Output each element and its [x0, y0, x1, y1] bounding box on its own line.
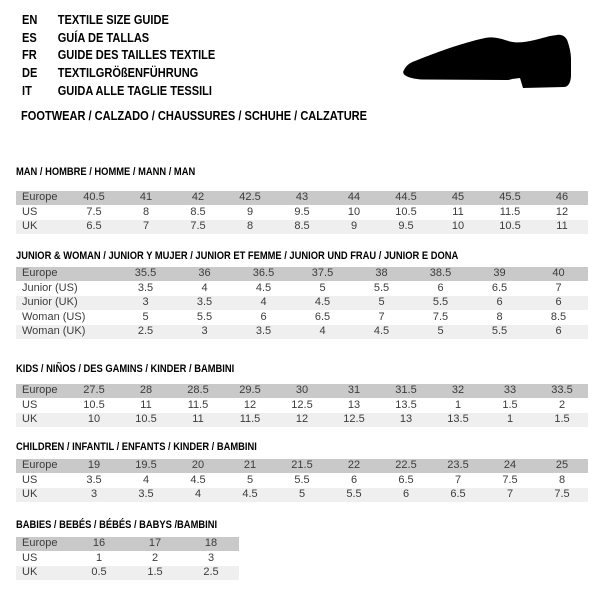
row-label: UK	[16, 413, 68, 428]
language-line-en	[22, 11, 215, 29]
size-value: 5.5	[470, 325, 529, 340]
size-value: 1.5	[127, 566, 183, 581]
row-label: US	[16, 552, 71, 567]
row-label: Junior (US)	[16, 282, 116, 297]
size-value: 4	[175, 282, 234, 297]
size-value: 11	[172, 413, 224, 428]
size-value: 4	[293, 325, 352, 340]
size-value: 12.5	[328, 413, 380, 428]
table-title-kids: KIDS / NIÑOS / DES GAMINS / KINDER / BAMBINI	[16, 363, 235, 375]
size-value: 4	[120, 474, 172, 489]
table-row	[16, 206, 588, 221]
size-value: 6.5	[293, 311, 352, 326]
size-value: 13.5	[380, 399, 432, 414]
size-value: 4.5	[172, 474, 224, 489]
size-value: 11	[536, 220, 588, 235]
size-value: 31.5	[380, 384, 432, 399]
size-value: 3.5	[116, 282, 175, 297]
size-value: 5.5	[175, 311, 234, 326]
size-value: 2	[536, 399, 588, 414]
size-value: 13	[328, 399, 380, 414]
size-value: 7	[529, 282, 588, 297]
size-value: 10.5	[120, 413, 172, 428]
size-value: 6	[380, 488, 432, 503]
size-value: 10	[328, 206, 380, 221]
language-code: FR	[22, 47, 37, 63]
size-value: 6.5	[470, 282, 529, 297]
size-value: 8.5	[276, 220, 328, 235]
size-value: 38	[352, 267, 411, 282]
table-row	[16, 413, 588, 428]
size-value: 39	[470, 267, 529, 282]
table-row	[16, 282, 588, 297]
size-value: 28.5	[172, 384, 224, 399]
size-value: 3.5	[120, 488, 172, 503]
language-code: ES	[22, 29, 37, 45]
category-heading: FOOTWEAR / CALZADO / CHAUSSURES / SCHUHE / CALZATURE	[21, 108, 368, 123]
size-value: 9.5	[276, 206, 328, 221]
size-value: 5	[224, 474, 276, 489]
size-value: 10	[432, 220, 484, 235]
size-value: 3.5	[234, 325, 293, 340]
size-value: 12.5	[276, 399, 328, 414]
row-label: Woman (US)	[16, 311, 116, 326]
row-label: US	[16, 399, 68, 414]
size-value: 42	[172, 191, 224, 206]
size-value: 10.5	[484, 220, 536, 235]
size-value: 28	[120, 384, 172, 399]
size-value: 6.5	[68, 220, 120, 235]
size-table-babies	[16, 537, 239, 581]
size-value: 45	[432, 191, 484, 206]
size-value: 30	[276, 384, 328, 399]
size-value: 4.5	[234, 282, 293, 297]
language-label: GUIDA ALLE TAGLIE TESSILI	[57, 82, 213, 98]
size-value: 10.5	[380, 206, 432, 221]
size-value: 44.5	[380, 191, 432, 206]
size-value: 4.5	[352, 325, 411, 340]
table-row	[16, 325, 588, 340]
size-table	[16, 384, 588, 428]
language-label: TEXTILGRÖßENFÜHRUNG	[57, 65, 199, 81]
size-value: 24	[484, 459, 536, 474]
dress-shoe-icon	[390, 25, 590, 100]
row-label: Europe	[16, 191, 68, 206]
size-value: 6.5	[432, 488, 484, 503]
size-value: 7	[432, 474, 484, 489]
table-title-children: CHILDREN / INFANTIL / ENFANTS / KINDER / BAMBINI	[16, 441, 257, 453]
size-value: 9	[328, 220, 380, 235]
size-value: 44	[328, 191, 380, 206]
size-value: 7.5	[172, 220, 224, 235]
size-value: 36	[175, 267, 234, 282]
language-line-es	[22, 29, 215, 47]
size-value: 11.5	[224, 413, 276, 428]
row-label: UK	[16, 220, 68, 235]
size-value: 6	[470, 296, 529, 311]
size-value: 38.5	[411, 267, 470, 282]
size-value: 7	[120, 220, 172, 235]
size-value: 13	[380, 413, 432, 428]
size-value: 12	[536, 206, 588, 221]
size-value: 37.5	[293, 267, 352, 282]
language-line-fr	[22, 46, 215, 64]
size-value: 5.5	[352, 282, 411, 297]
size-value: 29.5	[224, 384, 276, 399]
size-value: 11	[120, 399, 172, 414]
size-table-kids	[16, 384, 588, 428]
table-row	[16, 537, 239, 552]
table-row	[16, 191, 588, 206]
size-value: 45.5	[484, 191, 536, 206]
size-value: 1	[484, 413, 536, 428]
size-value: 12	[276, 413, 328, 428]
size-value: 3	[175, 325, 234, 340]
size-value: 10	[68, 413, 120, 428]
size-value: 33	[484, 384, 536, 399]
size-value: 1	[432, 399, 484, 414]
size-value: 36.5	[234, 267, 293, 282]
table-row	[16, 566, 239, 581]
table-title-babies: BABIES / BEBÉS / BÉBÉS / BABYS /BAMBINI	[16, 519, 218, 531]
size-table-man	[16, 191, 588, 235]
size-value: 31	[328, 384, 380, 399]
size-value: 6	[529, 296, 588, 311]
size-value: 2.5	[116, 325, 175, 340]
size-table	[16, 191, 588, 235]
language-list	[22, 11, 249, 99]
size-value: 3.5	[68, 474, 120, 489]
table-row	[16, 552, 239, 567]
size-value: 1.5	[484, 399, 536, 414]
language-label: GUIDE DES TAILLES TEXTILE	[57, 47, 216, 63]
row-label: Europe	[16, 459, 68, 474]
table-row	[16, 220, 588, 235]
size-value: 6	[234, 311, 293, 326]
size-value: 12	[224, 399, 276, 414]
size-value: 32	[432, 384, 484, 399]
row-label: Europe	[16, 384, 68, 399]
language-line-de	[22, 64, 215, 82]
size-value: 35.5	[116, 267, 175, 282]
size-value: 22	[328, 459, 380, 474]
size-value: 41	[120, 191, 172, 206]
size-value: 9.5	[380, 220, 432, 235]
size-value: 46	[536, 191, 588, 206]
table-row	[16, 399, 588, 414]
size-value: 3	[183, 552, 239, 567]
size-value: 27.5	[68, 384, 120, 399]
size-value: 10.5	[68, 399, 120, 414]
size-value: 7	[352, 311, 411, 326]
size-value: 1	[71, 552, 127, 567]
size-value: 40	[529, 267, 588, 282]
size-value: 0.5	[71, 566, 127, 581]
size-value: 21	[224, 459, 276, 474]
row-label: US	[16, 206, 68, 221]
size-value: 7	[484, 488, 536, 503]
table-title-junior-woman: JUNIOR & WOMAN / JUNIOR Y MUJER / JUNIOR ET FEMME / JUNIOR UND FRAU / JUNIOR E DONA	[16, 250, 459, 262]
table-title-man: MAN / HOMBRE / HOMME / MANN / MAN	[16, 166, 196, 178]
size-table-junior-woman	[16, 267, 588, 340]
size-value: 8.5	[529, 311, 588, 326]
row-label: Europe	[16, 267, 116, 282]
size-value: 11.5	[484, 206, 536, 221]
size-value: 5	[116, 311, 175, 326]
size-value: 8.5	[172, 206, 224, 221]
language-label: GUÍA DE TALLAS	[57, 29, 150, 45]
row-label: Europe	[16, 537, 71, 552]
size-value: 11	[432, 206, 484, 221]
size-value: 4	[172, 488, 224, 503]
language-line-it	[22, 81, 215, 99]
size-value: 4.5	[224, 488, 276, 503]
size-value: 20	[172, 459, 224, 474]
size-value: 17	[127, 537, 183, 552]
row-label: Junior (UK)	[16, 296, 116, 311]
size-value: 5.5	[411, 296, 470, 311]
size-value: 9	[224, 206, 276, 221]
size-value: 5.5	[276, 474, 328, 489]
size-table-children	[16, 459, 588, 503]
size-value: 6	[328, 474, 380, 489]
size-value: 4	[234, 296, 293, 311]
table-row	[16, 474, 588, 489]
size-table	[16, 267, 588, 340]
size-value: 1.5	[536, 413, 588, 428]
size-value: 8	[470, 311, 529, 326]
table-row	[16, 384, 588, 399]
size-value: 5	[276, 488, 328, 503]
size-value: 5	[411, 325, 470, 340]
size-value: 19.5	[120, 459, 172, 474]
row-label: Woman (UK)	[16, 325, 116, 340]
size-value: 8	[224, 220, 276, 235]
size-value: 42.5	[224, 191, 276, 206]
size-value: 6	[529, 325, 588, 340]
language-code: IT	[22, 82, 32, 98]
size-value: 3.5	[175, 296, 234, 311]
size-value: 6.5	[380, 474, 432, 489]
size-value: 8	[536, 474, 588, 489]
row-label: UK	[16, 488, 68, 503]
language-label: TEXTILE SIZE GUIDE	[57, 12, 169, 28]
size-value: 13.5	[432, 413, 484, 428]
size-value: 7.5	[484, 474, 536, 489]
size-table	[16, 537, 239, 581]
size-value: 33.5	[536, 384, 588, 399]
size-value: 8	[120, 206, 172, 221]
size-value: 23.5	[432, 459, 484, 474]
size-value: 16	[71, 537, 127, 552]
size-value: 18	[183, 537, 239, 552]
table-row	[16, 459, 588, 474]
size-value: 40.5	[68, 191, 120, 206]
size-value: 6	[411, 282, 470, 297]
size-value: 19	[68, 459, 120, 474]
size-value: 3	[68, 488, 120, 503]
row-label: UK	[16, 566, 71, 581]
size-value: 7.5	[536, 488, 588, 503]
size-value: 43	[276, 191, 328, 206]
size-value: 7.5	[68, 206, 120, 221]
size-value: 2	[127, 552, 183, 567]
size-value: 25	[536, 459, 588, 474]
size-value: 11.5	[172, 399, 224, 414]
size-value: 2.5	[183, 566, 239, 581]
row-label: US	[16, 474, 68, 489]
size-value: 3	[116, 296, 175, 311]
size-value: 5.5	[328, 488, 380, 503]
language-code: DE	[22, 65, 38, 81]
size-value: 22.5	[380, 459, 432, 474]
table-row	[16, 488, 588, 503]
table-row	[16, 296, 588, 311]
size-value: 5	[293, 282, 352, 297]
size-value: 21.5	[276, 459, 328, 474]
size-value: 7.5	[411, 311, 470, 326]
table-row	[16, 311, 588, 326]
size-value: 5	[352, 296, 411, 311]
size-value: 4.5	[293, 296, 352, 311]
table-row	[16, 267, 588, 282]
size-table	[16, 459, 588, 503]
language-code: EN	[22, 12, 38, 28]
